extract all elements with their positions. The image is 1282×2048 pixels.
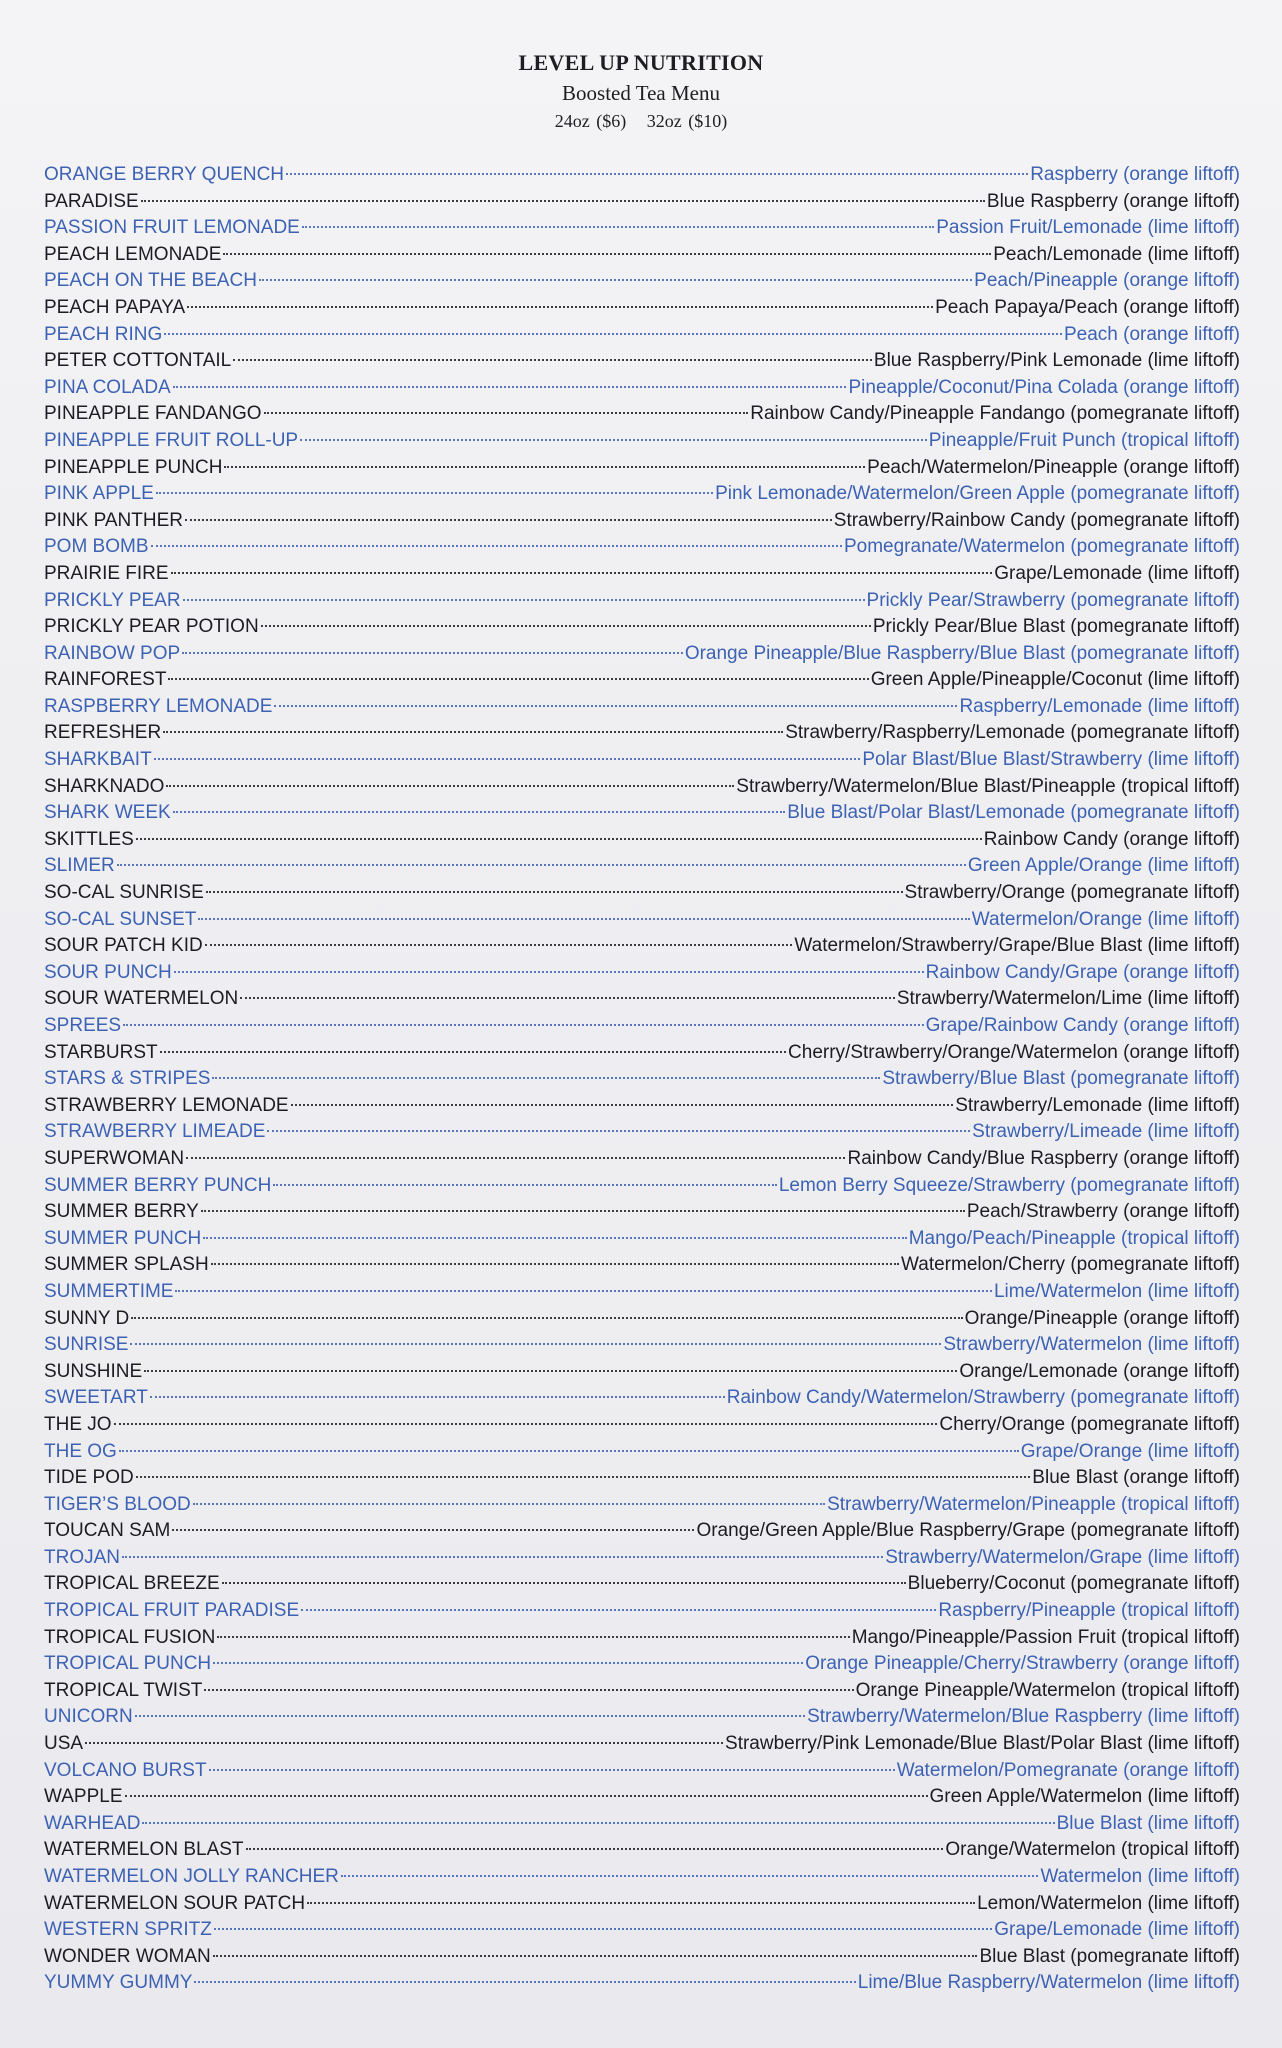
drink-flavors: Strawberry/Watermelon (lime liftoff) [943,1334,1240,1356]
dot-leader [154,758,861,760]
drink-name: SUNSHINE [44,1360,143,1382]
drink-name: STARBURST [44,1041,158,1063]
menu-item [44,1970,1240,1997]
drink-flavors: Mango/Pineapple/Passion Fruit (tropical liftoff) [851,1626,1240,1648]
drink-name: WAPPLE [44,1786,123,1808]
drink-name: SWEETART [44,1387,148,1409]
menu-item [44,1811,1240,1838]
drink-name: ORANGE BERRY QUENCH [44,164,285,185]
drink-name: TROPICAL FRUIT PARADISE [44,1600,300,1622]
price-line [0,108,1282,134]
drink-name: PEACH LEMONADE [44,243,222,265]
dot-leader [222,1582,906,1584]
drink-flavors: Lemon/Watermelon (lime liftoff) [977,1892,1240,1914]
dot-leader [307,1902,975,1904]
dot-leader [223,253,991,255]
menu-item [44,268,1240,295]
menu-item [44,1279,1240,1306]
dot-leader [160,1051,786,1053]
drink-name: TROPICAL PUNCH [44,1653,212,1675]
menu-item [44,508,1240,535]
menu-item [44,720,1240,747]
drink-name: TROPICAL BREEZE [44,1573,220,1595]
drink-flavors: Green Apple/Pineapple/Coconut (lime liftoff) [870,669,1240,691]
menu-item [44,1917,1240,1944]
dot-leader [301,1609,936,1611]
dot-leader [259,279,972,281]
dot-leader [213,1955,978,1957]
drink-flavors: Rainbow Candy/Pineapple Fandango (pomegranate liftoff) [750,403,1240,425]
drink-name: PETER COTTONTAIL [44,350,232,372]
dot-leader [150,1396,725,1398]
drink-name: WESTERN SPRITZ [44,1919,212,1941]
dot-leader [174,971,924,973]
dot-leader [173,386,847,388]
drink-name: STARS & STRIPES [44,1068,211,1090]
dot-leader [122,1556,883,1558]
menu-item [44,880,1240,907]
dot-leader [173,811,786,813]
drink-name: WONDER WOMAN [44,1945,211,1967]
menu-item [44,1066,1240,1093]
menu-item [44,1226,1240,1253]
drink-flavors: Lime/Blue Raspberry/Watermelon (lime liftoff) [857,1972,1240,1994]
drink-flavors: Green Apple/Orange (lime liftoff) [967,855,1240,877]
menu-item [44,960,1240,987]
drink-flavors: Peach/Pineapple (orange liftoff) [974,270,1240,292]
dot-leader [233,359,872,361]
drink-name: PRICKLY PEAR [44,589,181,611]
drink-flavors: Peach Papaya/Peach (orange liftoff) [935,296,1240,318]
dot-leader [198,918,969,920]
dot-leader [291,1104,954,1106]
dot-leader [171,572,993,574]
dot-leader [144,1370,957,1372]
drink-flavors: Raspberry (orange liftoff) [1030,164,1240,185]
menu-item [44,1625,1240,1652]
menu-item [44,1465,1240,1492]
menu-item [44,747,1240,774]
drink-flavors: Strawberry/Raspberry/Lemonade (pomegranate liftoff) [785,722,1240,744]
dot-leader [85,1742,723,1744]
drink-flavors: Blue Blast/Polar Blast/Lemonade (pomegranate liftoff) [787,802,1240,824]
drink-name: PINEAPPLE PUNCH [44,456,223,478]
drink-flavors: Blue Raspberry/Pink Lemonade (lime liftoff) [873,350,1240,372]
menu-item [44,322,1240,349]
drink-name: TOUCAN SAM [44,1520,171,1542]
dot-leader [123,1024,924,1026]
drink-flavors: Rainbow Candy/Blue Raspberry (orange liftoff) [847,1147,1240,1169]
drink-name: SHARKNADO [44,775,165,797]
dot-leader [204,1689,853,1691]
drink-flavors: Polar Blast/Blue Blast/Strawberry (lime liftoff) [862,749,1240,771]
dot-leader [302,226,934,228]
dot-leader [151,545,842,547]
menu-item [44,1545,1240,1572]
dot-leader [213,1662,803,1664]
drink-flavors: Cherry/Strawberry/Orange/Watermelon (orange liftoff) [788,1041,1240,1063]
drink-flavors: Mango/Peach/Pineapple (tropical liftoff) [908,1227,1240,1249]
drink-name: PINEAPPLE FANDANGO [44,403,262,425]
drink-flavors: Blue Blast (pomegranate liftoff) [979,1945,1240,1967]
drink-name: PRAIRIE FIRE [44,562,169,584]
drink-flavors: Strawberry/Orange (pomegranate liftoff) [904,882,1240,904]
dot-leader [205,944,793,946]
drink-flavors: Orange/Green Apple/Blue Raspberry/Grape (pomegranate liftoff) [696,1520,1240,1542]
menu-subtitle: Boosted Tea Menu [562,81,720,105]
drink-flavors: Orange Pineapple/Watermelon (tropical liftoff) [855,1679,1240,1701]
dot-leader [172,1529,694,1531]
dot-leader [175,1290,992,1292]
menu-item [44,1758,1240,1785]
drink-name: TROJAN [44,1546,120,1568]
drink-name: POM BOMB [44,536,149,558]
drink-flavors: Rainbow Candy (orange liftoff) [983,828,1240,850]
drink-flavors: Grape/Rainbow Candy (orange liftoff) [925,1015,1240,1036]
dot-leader [203,1237,906,1239]
drink-flavors: Strawberry/Pink Lemonade/Blue Blast/Polar Blast (lime liftoff) [725,1733,1240,1755]
drink-flavors: Blueberry/Coconut (pomegranate liftoff) [907,1573,1240,1595]
dot-leader [217,1636,849,1638]
menu-item [44,1837,1240,1864]
drink-name: TROPICAL FUSION [44,1626,216,1648]
drink-name: SOUR WATERMELON [44,988,239,1010]
dot-leader [164,333,1062,335]
dot-leader [135,1715,805,1717]
drink-name: PINEAPPLE FRUIT ROLL-UP [44,429,299,451]
menu-item [44,401,1240,428]
drink-flavors: Grape/Orange (lime liftoff) [1020,1440,1240,1462]
dot-leader [125,1795,928,1797]
drink-name: WATERMELON JOLLY RANCHER [44,1866,339,1887]
menu-item [44,641,1240,668]
dot-leader [163,731,783,733]
drink-name: PINK PANTHER [44,509,184,531]
menu-item [44,1173,1240,1200]
menu-item [44,694,1240,721]
drink-flavors: Blue Blast (orange liftoff) [1032,1467,1240,1489]
drink-name: SUMMER PUNCH [44,1227,202,1249]
menu-list [44,162,1240,1997]
dot-leader [211,1263,899,1265]
dot-leader [166,785,734,787]
drink-name: SKITTLES [44,828,134,850]
dot-leader [187,306,933,308]
price-24oz: 24oz ($6) [554,111,627,131]
menu-title: LEVEL UP NUTRITION [518,50,764,75]
menu-item [44,1146,1240,1173]
menu-item [44,481,1240,508]
drink-name: SUMMERTIME [44,1280,174,1302]
drink-flavors: Watermelon/Cherry (pomegranate liftoff) [901,1254,1240,1276]
drink-flavors: Pineapple/Fruit Punch (tropical liftoff) [928,429,1240,451]
dot-leader [267,1130,970,1132]
dot-leader [212,1077,880,1079]
drink-flavors: Prickly Pear/Strawberry (pomegranate liftoff) [866,589,1240,611]
drink-name: YUMMY GUMMY [44,1972,193,1994]
menu-item [44,774,1240,801]
dot-leader [136,1476,1031,1478]
menu-item [44,1252,1240,1279]
menu-item [44,614,1240,641]
drink-flavors: Grape/Lemonade (lime liftoff) [994,1919,1240,1941]
menu-item [44,1119,1240,1146]
menu-item [44,215,1240,242]
menu-item [44,986,1240,1013]
menu-item [44,1598,1240,1625]
menu-item [44,1784,1240,1811]
drink-flavors: Orange Pineapple/Blue Raspberry/Blue Blast (pomegranate liftoff) [684,642,1240,664]
drink-flavors: Strawberry/Watermelon/Blue Raspberry (lime liftoff) [807,1706,1240,1728]
dot-leader [286,173,1028,175]
dot-leader [300,439,927,441]
dot-leader [261,625,871,627]
dot-leader [136,838,982,840]
dot-leader [274,705,957,707]
dot-leader [193,1503,825,1505]
drink-name: SOUR PATCH KID [44,935,203,957]
menu-item [44,1306,1240,1333]
dot-leader [185,519,832,521]
menu-item [44,189,1240,216]
menu-item [44,561,1240,588]
menu-item [44,375,1240,402]
drink-name: THE JO [44,1413,112,1435]
dot-leader [246,1848,944,1850]
dot-leader [114,1423,938,1425]
drink-name: SOUR PUNCH [44,961,172,983]
drink-flavors: Watermelon/Pomegranate (orange liftoff) [896,1759,1240,1781]
menu-item [44,1864,1240,1891]
drink-name: SUNRISE [44,1334,129,1356]
menu-item [44,1359,1240,1386]
menu-item [44,800,1240,827]
menu-item [44,1678,1240,1705]
dot-leader [141,200,985,202]
drink-name: REFRESHER [44,722,162,744]
drink-flavors: Blue Raspberry (orange liftoff) [986,190,1240,212]
drink-name: STRAWBERRY LEMONADE [44,1094,289,1116]
drink-name: PARADISE [44,190,139,212]
drink-flavors: Orange/Watermelon (tropical liftoff) [945,1839,1240,1861]
dot-leader [273,1184,777,1186]
drink-flavors: Peach/Watermelon/Pineapple (orange liftoff) [867,456,1240,478]
dot-leader [119,1450,1019,1452]
drink-flavors: Lime/Watermelon (lime liftoff) [993,1280,1240,1302]
dot-leader [209,1769,895,1771]
drink-flavors: Pineapple/Coconut/Pina Colada (orange liftoff) [848,376,1240,398]
drink-flavors: Strawberry/Rainbow Candy (pomegranate liftoff) [833,509,1240,531]
menu-item [44,455,1240,482]
drink-flavors: Watermelon (lime liftoff) [1040,1866,1240,1887]
menu-item [44,933,1240,960]
menu-item [44,1944,1240,1971]
drink-flavors: Strawberry/Watermelon/Lime (lime liftoff) [896,988,1240,1010]
menu-item [44,534,1240,561]
dot-leader [183,599,865,601]
drink-name: TIDE POD [44,1467,134,1489]
menu-item [44,242,1240,269]
drink-name: PINK APPLE [44,483,154,505]
drink-flavors: Raspberry/Pineapple (tropical liftoff) [938,1600,1240,1622]
drink-flavors: Peach/Strawberry (orange liftoff) [966,1201,1240,1223]
drink-flavors: Green Apple/Watermelon (lime liftoff) [929,1786,1240,1808]
menu-item [44,1651,1240,1678]
drink-flavors: Strawberry/Watermelon/Blue Blast/Pineapple (tropical liftoff) [736,775,1240,797]
menu-item [44,348,1240,375]
menu-header [0,48,1282,134]
dot-leader [194,1981,855,1983]
drink-name: SUNNY D [44,1307,130,1329]
menu-item [44,1492,1240,1519]
drink-flavors: Orange/Lemonade (orange liftoff) [959,1360,1240,1382]
dot-leader [186,1157,845,1159]
drink-name: SUMMER BERRY [44,1201,199,1223]
drink-flavors: Blue Blast (lime liftoff) [1056,1812,1240,1834]
menu-item [44,1439,1240,1466]
dot-leader [214,1928,992,1930]
menu-item [44,1704,1240,1731]
dot-leader [117,864,966,866]
menu-item [44,907,1240,934]
drink-name: VOLCANO BURST [44,1759,207,1781]
drink-flavors: Strawberry/Limeade (lime liftoff) [972,1121,1240,1143]
drink-flavors: Watermelon/Strawberry/Grape/Blue Blast (lime liftoff) [794,935,1240,957]
drink-name: USA [44,1733,84,1755]
drink-name: SHARK WEEK [44,802,171,824]
drink-flavors: Rainbow Candy/Watermelon/Strawberry (pomegranate liftoff) [726,1387,1240,1409]
menu-item [44,428,1240,455]
menu-item [44,295,1240,322]
drink-name: PINA COLADA [44,376,171,398]
drink-flavors: Passion Fruit/Lemonade (lime liftoff) [936,217,1240,239]
drink-name: SPREES [44,1015,122,1036]
drink-name: PRICKLY PEAR POTION [44,616,259,638]
drink-flavors: Cherry/Orange (pomegranate liftoff) [939,1413,1240,1435]
drink-name: PEACH PAPAYA [44,296,186,318]
menu-item [44,1731,1240,1758]
drink-name: WATERMELON BLAST [44,1839,244,1861]
menu-item [44,827,1240,854]
drink-flavors: Raspberry/Lemonade (lime liftoff) [959,695,1240,717]
drink-name: THE OG [44,1440,117,1462]
drink-name: TROPICAL TWIST [44,1679,203,1701]
menu-item [44,1571,1240,1598]
drink-flavors: Strawberry/Watermelon/Pineapple (tropical liftoff) [827,1493,1240,1515]
drink-flavors: Pink Lemonade/Watermelon/Green Apple (pomegranate liftoff) [715,483,1240,505]
drink-flavors: Peach (orange liftoff) [1063,323,1240,345]
drink-name: TIGER’S BLOOD [44,1493,191,1515]
menu-item [44,162,1240,189]
drink-name: PEACH RING [44,323,163,345]
drink-name: SO-CAL SUNRISE [44,882,204,904]
drink-name: RAINFOREST [44,669,167,691]
drink-flavors: Strawberry/Watermelon/Grape (lime liftoff) [885,1546,1240,1568]
menu-item [44,1332,1240,1359]
dot-leader [156,492,713,494]
drink-name: WARHEAD [44,1812,141,1834]
menu-item [44,1518,1240,1545]
dot-leader [142,1822,1054,1824]
drink-flavors: Strawberry/Lemonade (lime liftoff) [955,1094,1240,1116]
drink-flavors: Peach/Lemonade (lime liftoff) [993,243,1240,265]
drink-name: SO-CAL SUNSET [44,908,197,930]
drink-name: UNICORN [44,1706,133,1728]
price-32oz: 32oz ($10) [646,111,728,131]
drink-flavors: Watermelon/Orange (lime liftoff) [971,908,1240,930]
dot-leader [131,1317,963,1319]
drink-name: SHARKBAIT [44,749,152,771]
dot-leader [206,891,903,893]
drink-name: RASPBERRY LEMONADE [44,695,273,717]
dot-leader [224,466,865,468]
menu-item [44,1013,1240,1040]
drink-name: SUMMER SPLASH [44,1254,209,1276]
dot-leader [182,652,683,654]
drink-name: PASSION FRUIT LEMONADE [44,217,300,239]
menu-item [44,1385,1240,1412]
drink-flavors: Rainbow Candy/Grape (orange liftoff) [925,961,1240,983]
drink-flavors: Pomegranate/Watermelon (pomegranate liftoff) [843,536,1240,558]
menu-item [44,1412,1240,1439]
drink-flavors: Prickly Pear/Blue Blast (pomegranate liftoff) [872,616,1240,638]
drink-name: PEACH ON THE BEACH [44,270,257,292]
drink-flavors: Orange/Pineapple (orange liftoff) [964,1307,1240,1329]
drink-name: WATERMELON SOUR PATCH [44,1892,306,1914]
menu-item [44,1199,1240,1226]
menu-item [44,588,1240,615]
drink-name: SUPERWOMAN [44,1147,185,1169]
drink-flavors: Strawberry/Blue Blast (pomegranate liftoff) [882,1068,1240,1090]
drink-name: STRAWBERRY LIMEADE [44,1121,266,1143]
menu-item [44,1093,1240,1120]
drink-name: RAINBOW POP [44,642,181,664]
dot-leader [201,1210,965,1212]
dot-leader [341,1875,1039,1877]
menu-item [44,1040,1240,1067]
drink-flavors: Orange Pineapple/Cherry/Strawberry (orange liftoff) [805,1653,1240,1675]
menu-item [44,1891,1240,1918]
dot-leader [130,1343,941,1345]
dot-leader [240,997,895,999]
drink-flavors: Lemon Berry Squeeze/Strawberry (pomegranate liftoff) [778,1174,1240,1196]
menu-item [44,667,1240,694]
drink-name: SUMMER BERRY PUNCH [44,1174,272,1196]
menu-item [44,853,1240,880]
dot-leader [264,412,749,414]
drink-name: SLIMER [44,855,115,877]
drink-flavors: Grape/Lemonade (lime liftoff) [994,562,1240,584]
dot-leader [168,678,868,680]
